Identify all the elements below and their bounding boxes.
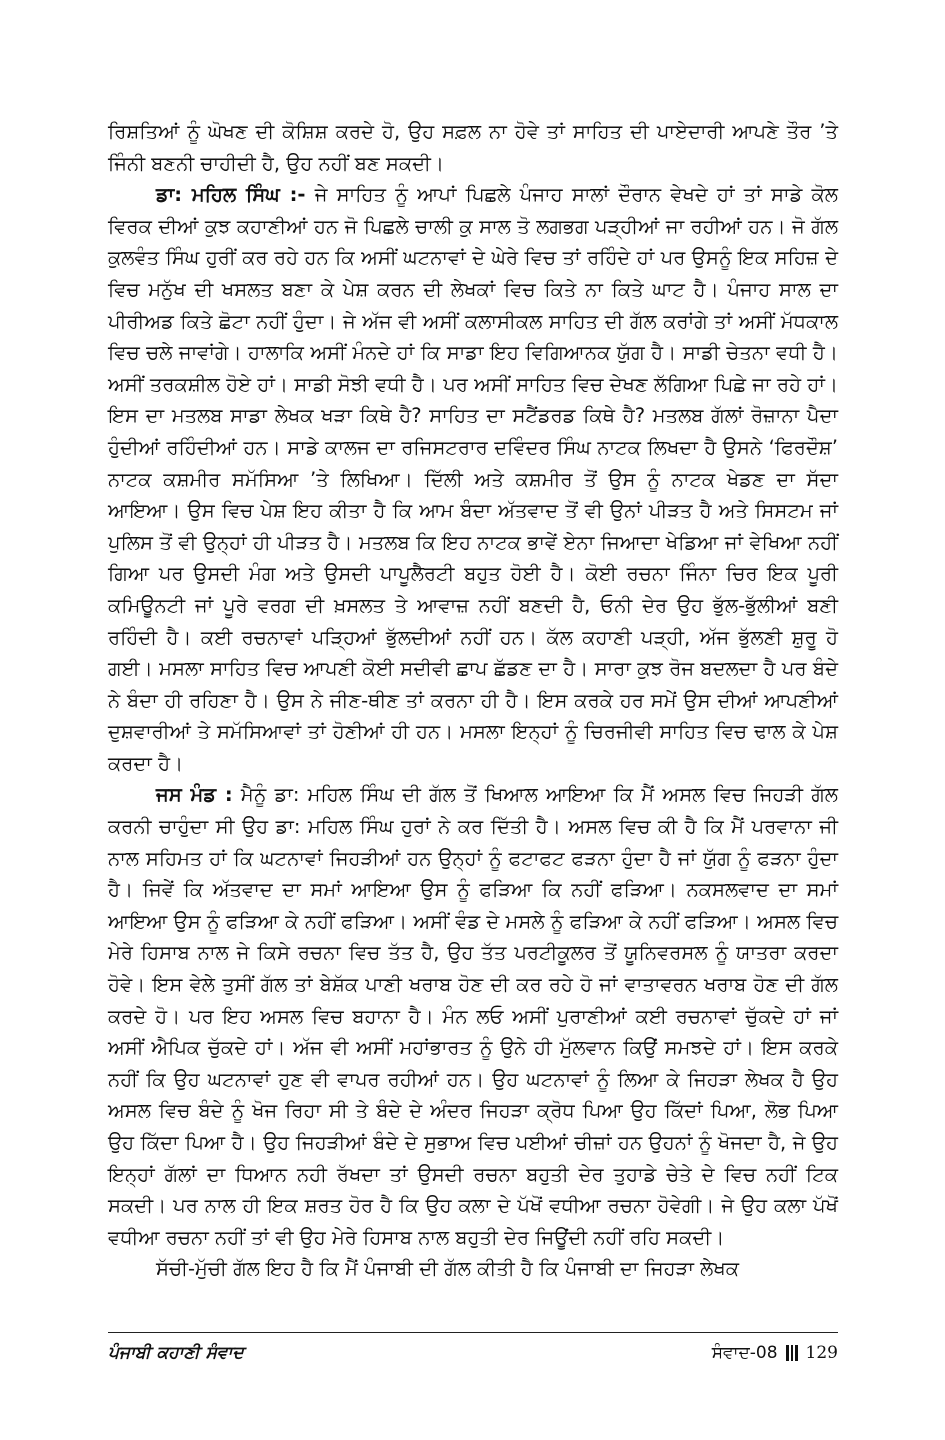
vertical-bars-icon: [786, 1345, 798, 1361]
page-body: [108, 116, 838, 1285]
speaker-label-mahil-singh: ਡਾ: ਮਹਿਲ ਸਿੰਘ :-: [156, 183, 306, 207]
paragraph-2: [108, 179, 838, 779]
footer-divider: [108, 1332, 838, 1333]
speaker-label-jas-mand: ਜਸ ਮੰਡ :: [156, 783, 233, 807]
page-number: 129: [805, 1343, 838, 1363]
paragraph-1: [108, 116, 838, 179]
footer-book-title: ਪੰਜਾਬੀ ਕਹਾਣੀ ਸੰਵਾਦ: [108, 1343, 244, 1363]
paragraph-4-text: ਸੱਚੀ-ਮੁੱਚੀ ਗੱਲ ਇਹ ਹੈ ਕਿ ਮੈਂ ਪੰਜਾਬੀ ਦੀ ਗੱਲ ਕੀਤੀ ਹੈ ਕਿ ਪੰਜਾਬੀ ਦਾ ਜਿਹੜਾ ਲੇਖਕ: [156, 1257, 739, 1281]
footer-right-group: [712, 1338, 838, 1368]
paragraph-1-text: ਰਿਸ਼ਤਿਆਂ ਨੂੰ ਘੋਖਣ ਦੀ ਕੋਸ਼ਿਸ਼ ਕਰਦੇ ਹੋ, ਉਹ ਸਫ਼ਲ ਨਾ ਹੋਵੇ ਤਾਂ ਸਾਹਿਤ ਦੀ ਪਾਏਦਾਰੀ ਆਪਣੇ ਤੌਰ ’ਤੇ ਜਿੰਨੀ ਬਣਨੀ ਚਾਹੀਦੀ ਹੈ, ਉਹ ਨਹੀਂ ਬਣ ਸਕਦੀ।: [108, 120, 838, 175]
paragraph-3: [108, 779, 838, 1253]
footer-issue: ਸੰਵਾਦ-08: [711, 1343, 778, 1363]
page-footer: [108, 1338, 838, 1368]
paragraph-3-text: ਮੈਨੂੰ ਡਾ: ਮਹਿਲ ਸਿੰਘ ਦੀ ਗੱਲ ਤੋਂ ਖਿਆਲ ਆਇਆ ਕਿ ਮੈਂ ਅਸਲ ਵਿਚ ਜਿਹੜੀ ਗੱਲ ਕਰਨੀ ਚਾਹੁੰਦਾ ਸੀ ਉਹ ਡਾ: ਮਹਿਲ ਸਿੰਘ ਹੁਰਾਂ ਨੇ ਕਰ ਦਿੱਤੀ ਹੈ। ਅਸਲ ਵਿਚ ਕੀ ਹੈ ਕਿ ਮੈਂ ਪਰਵਾਨਾ ਜੀ ਨਾਲ ਸਹਿਮਤ ਹਾਂ ਕਿ ਘਟਨਾਵਾਂ ਜਿਹੜੀਆਂ ਹਨ ਉਨ੍ਹਾਂ ਨੂੰ ਫਟਾਫਟ ਫੜਨਾ ਹੁੰਦਾ ਹੈ ਜਾਂ ਯੁੱਗ ਨੂੰ ਫੜਨਾ ਹੁੰਦਾ ਹੈ। ਜਿਵੇਂ ਕਿ ਅੱਤਵਾਦ ਦਾ ਸਮਾਂ ਆਇਆ ਉਸ ਨੂੰ ਫੜਿਆ ਕਿ ਨਹੀਂ ਫੜਿਆ। ਨਕਸਲਵਾਦ ਦਾ ਸਮਾਂ ਆਇਆ ਉਸ ਨੂੰ ਫੜਿਆ ਕੇ ਨਹੀਂ ਫੜਿਆ। ਅਸੀਂ ਵੰਡ ਦੇ ਮਸਲੇ ਨੂੰ ਫੜਿਆ ਕੇ ਨਹੀਂ ਫੜਿਆ। ਅਸਲ ਵਿਚ ਮੇਰੇ ਹਿਸਾਬ ਨਾਲ ਜੇ ਕਿਸੇ ਰਚਨਾ ਵਿਚ ਤੱਤ ਹੈ, ਉਹ ਤੱਤ ਪਰਟੀਕੂਲਰ ਤੋਂ ਯੂਨਿਵਰਸਲ ਨੂੰ ਯਾਤਰਾ ਕਰਦਾ ਹੋਵੇ। ਇਸ ਵੇਲੇ ਤੁਸੀਂ ਗੱਲ ਤਾਂ ਬੇਸ਼ੱਕ ਪਾਣੀ ਖਰਾਬ ਹੋਣ ਦੀ ਕਰ ਰਹੇ ਹੋ ਜਾਂ ਵਾਤਾਵਰਨ ਖਰਾਬ ਹੋਣ ਦੀ ਗੱਲ ਕਰਦੇ ਹੋ। ਪਰ ਇਹ ਅਸਲ ਵਿਚ ਬਹਾਨਾ ਹੈ। ਮੰਨ ਲਓ ਅਸੀਂ ਪੁਰਾਣੀਆਂ ਕਈ ਰਚਨਾਵਾਂ ਚੁੱਕਦੇ ਹਾਂ ਜਾਂ ਅਸੀਂ ਐਪਿਕ ਚੁੱਕਦੇ ਹਾਂ। ਅੱਜ ਵੀ ਅਸੀਂ ਮਹਾਂਭਾਰਤ ਨੂੰ ਉਨੇ ਹੀ ਮੁੱਲਵਾਨ ਕਿਉਂ ਸਮਝਦੇ ਹਾਂ। ਇਸ ਕਰਕੇ ਨਹੀਂ ਕਿ ਉਹ ਘਟਨਾਵਾਂ ਹੁਣ ਵੀ ਵਾਪਰ ਰਹੀਆਂ ਹਨ। ਉਹ ਘਟਨਾਵਾਂ ਨੂੰ ਲਿਆ ਕੇ ਜਿਹੜਾ ਲੇਖਕ ਹੈ ਉਹ ਅਸਲ ਵਿਚ ਬੰਦੇ ਨੂੰ ਖੋਜ ਰਿਹਾ ਸੀ ਤੇ ਬੰਦੇ ਦੇ ਅੰਦਰ ਜਿਹੜਾ ਕ੍ਰੋਧ ਪਿਆ ਉਹ ਕਿੱਦਾਂ ਪਿਆ, ਲੋਭ ਪਿਆ ਉਹ ਕਿੱਦਾ ਪਿਆ ਹੈ। ਉਹ ਜਿਹੜੀਆਂ ਬੰਦੇ ਦੇ ਸੁਭਾਅ ਵਿਚ ਪਈਆਂ ਚੀਜ਼ਾਂ ਹਨ ਉਹਨਾਂ ਨੂੰ ਖੋਜਦਾ ਹੈ, ਜੇ ਉਹ ਇਨ੍ਹਾਂ ਗੱਲਾਂ ਦਾ ਧਿਆਨ ਨਹੀ ਰੱਖਦਾ ਤਾਂ ਉਸਦੀ ਰਚਨਾ ਬਹੁਤੀ ਦੇਰ ਤੁਹਾਡੇ ਚੇਤੇ ਦੇ ਵਿਚ ਨਹੀਂ ਟਿਕ ਸਕਦੀ। ਪਰ ਨਾਲ ਹੀ ਇਕ ਸ਼ਰਤ ਹੋਰ ਹੈ ਕਿ ਉਹ ਕਲਾ ਦੇ ਪੱਖੋਂ ਵਧੀਆ ਰਚਨਾ ਹੋਵੇਗੀ। ਜੇ ਉਹ ਕਲਾ ਪੱਖੋਂ ਵਧੀਆ ਰਚਨਾ ਨਹੀਂ ਤਾਂ ਵੀ ਉਹ ਮੇਰੇ ਹਿਸਾਬ ਨਾਲ ਬਹੁਤੀ ਦੇਰ ਜਿਊਂਦੀ ਨਹੀਂ ਰਹਿ ਸਕਦੀ।: [108, 783, 838, 1249]
paragraph-2-text: ਜੇ ਸਾਹਿਤ ਨੂੰ ਆਪਾਂ ਪਿਛਲੇ ਪੰਜਾਹ ਸਾਲਾਂ ਦੌਰਾਨ ਵੇਖਦੇ ਹਾਂ ਤਾਂ ਸਾਡੇ ਕੋਲ ਵਿਰਕ ਦੀਆਂ ਕੁਝ ਕਹਾਣੀਆਂ ਹਨ ਜੋ ਪਿਛਲੇ ਚਾਲੀ ਕੁ ਸਾਲ ਤੋ ਲਗਭਗ ਪੜ੍ਹੀਆਂ ਜਾ ਰਹੀਆਂ ਹਨ। ਜੋ ਗੱਲ ਕੁਲਵੰਤ ਸਿੰਘ ਹੁਰੀਂ ਕਰ ਰਹੇ ਹਨ ਕਿ ਅਸੀਂ ਘਟਨਾਵਾਂ ਦੇ ਘੇਰੇ ਵਿਚ ਤਾਂ ਰਹਿੰਦੇ ਹਾਂ ਪਰ ਉਸਨੂੰ ਇਕ ਸਹਿਜ਼ ਦੇ ਵਿਚ ਮਨੁੱਖ ਦੀ ਖਸਲਤ ਬਣਾ ਕੇ ਪੇਸ਼ ਕਰਨ ਦੀ ਲੇਖਕਾਂ ਵਿਚ ਕਿਤੇ ਨਾ ਕਿਤੇ ਘਾਟ ਹੈ। ਪੰਜਾਹ ਸਾਲ ਦਾ ਪੀਰੀਅਡ ਕਿਤੇ ਛੋਟਾ ਨਹੀਂ ਹੁੰਦਾ। ਜੇ ਅੱਜ ਵੀ ਅਸੀਂ ਕਲਾਸੀਕਲ ਸਾਹਿਤ ਦੀ ਗੱਲ ਕਰਾਂਗੇ ਤਾਂ ਅਸੀਂ ਮੱਧਕਾਲ ਵਿਚ ਚਲੇ ਜਾਵਾਂਗੇ। ਹਾਲਾਕਿ ਅਸੀਂ ਮੰਨਦੇ ਹਾਂ ਕਿ ਸਾਡਾ ਇਹ ਵਿਗਿਆਨਕ ਯੁੱਗ ਹੈ। ਸਾਡੀ ਚੇਤਨਾ ਵਧੀ ਹੈ। ਅਸੀਂ ਤਰਕਸ਼ੀਲ ਹੋਏ ਹਾਂ। ਸਾਡੀ ਸੋਝੀ ਵਧੀ ਹੈ। ਪਰ ਅਸੀਂ ਸਾਹਿਤ ਵਿਚ ਦੇਖਣ ਲੱਗਿਆ ਪਿਛੇ ਜਾ ਰਹੇ ਹਾਂ। ਇਸ ਦਾ ਮਤਲਬ ਸਾਡਾ ਲੇਖਕ ਖੜਾ ਕਿਥੇ ਹੈ? ਸਾਹਿਤ ਦਾ ਸਟੈਂਡਰਡ ਕਿਥੇ ਹੈ? ਮਤਲਬ ਗੱਲਾਂ ਰੋਜ਼ਾਨਾ ਪੈਦਾ ਹੁੰਦੀਆਂ ਰਹਿੰਦੀਆਂ ਹਨ। ਸਾਡੇ ਕਾਲਜ ਦਾ ਰਜਿਸਟਰਾਰ ਦਵਿੰਦਰ ਸਿੰਘ ਨਾਟਕ ਲਿਖਦਾ ਹੈ ਉਸਨੇ ‘ਫਿਰਦੌਸ਼’ ਨਾਟਕ ਕਸ਼ਮੀਰ ਸਮੱਸਿਆ ’ਤੇ ਲਿਖਿਆ। ਦਿੱਲੀ ਅਤੇ ਕਸ਼ਮੀਰ ਤੋਂ ਉਸ ਨੂੰ ਨਾਟਕ ਖੇਡਣ ਦਾ ਸੱਦਾ ਆਇਆ। ਉਸ ਵਿਚ ਪੇਸ਼ ਇਹ ਕੀਤਾ ਹੈ ਕਿ ਆਮ ਬੰਦਾ ਅੱਤਵਾਦ ਤੋਂ ਵੀ ਉਨਾਂ ਪੀੜਤ ਹੈ ਅਤੇ ਸਿਸਟਮ ਜਾਂ ਪੁਲਿਸ ਤੋਂ ਵੀ ਉਨ੍ਹਾਂ ਹੀ ਪੀੜਤ ਹੈ। ਮਤਲਬ ਕਿ ਇਹ ਨਾਟਕ ਭਾਵੇਂ ਏਨਾ ਜਿਆਦਾ ਖੇਡਿਆ ਜਾਂ ਵੇਖਿਆ ਨਹੀਂ ਗਿਆ ਪਰ ਉਸਦੀ ਮੰਗ ਅਤੇ ਉਸਦੀ ਪਾਪੂਲੈਰਟੀ ਬਹੁਤ ਹੋਈ ਹੈ। ਕੋਈ ਰਚਨਾ ਜਿੰਨਾ ਚਿਰ ਇਕ ਪੂਰੀ ਕਮਿਊਨਟੀ ਜਾਂ ਪੂਰੇ ਵਰਗ ਦੀ ਖ਼ਸਲਤ ਤੇ ਆਵਾਜ਼ ਨਹੀਂ ਬਣਦੀ ਹੈ, ਓਨੀ ਦੇਰ ਉਹ ਭੁੱਲ-ਭੁੱਲੀਆਂ ਬਣੀ ਰਹਿੰਦੀ ਹੈ। ਕਈ ਰਚਨਾਵਾਂ ਪੜ੍ਹਿਆਂ ਭੁੱਲਦੀਆਂ ਨਹੀਂ ਹਨ। ਕੱਲ ਕਹਾਣੀ ਪੜ੍ਹੀ, ਅੱਜ ਭੁੱਲਣੀ ਸ਼ੁਰੂ ਹੋ ਗਈ। ਮਸਲਾ ਸਾਹਿਤ ਵਿਚ ਆਪਣੀ ਕੋਈ ਸਦੀਵੀ ਛਾਪ ਛੱਡਣ ਦਾ ਹੈ। ਸਾਰਾ ਕੁਝ ਰੋਜ ਬਦਲਦਾ ਹੈ ਪਰ ਬੰਦੇ ਨੇ ਬੰਦਾ ਹੀ ਰਹਿਣਾ ਹੈ। ਉਸ ਨੇ ਜੀਣ-ਥੀਣ ਤਾਂ ਕਰਨਾ ਹੀ ਹੈ। ਇਸ ਕਰਕੇ ਹਰ ਸਮੇਂ ਉਸ ਦੀਆਂ ਆਪਣੀਆਂ ਦੁਸ਼ਵਾਰੀਆਂ ਤੇ ਸਮੱਸਿਆਵਾਂ ਤਾਂ ਹੋਣੀਆਂ ਹੀ ਹਨ। ਮਸਲਾ ਇਨ੍ਹਾਂ ਨੂੰ ਚਿਰਜੀਵੀ ਸਾਹਿਤ ਵਿਚ ਢਾਲ ਕੇ ਪੇਸ਼ ਕਰਦਾ ਹੈ।: [108, 183, 838, 775]
paragraph-4: [108, 1253, 838, 1285]
